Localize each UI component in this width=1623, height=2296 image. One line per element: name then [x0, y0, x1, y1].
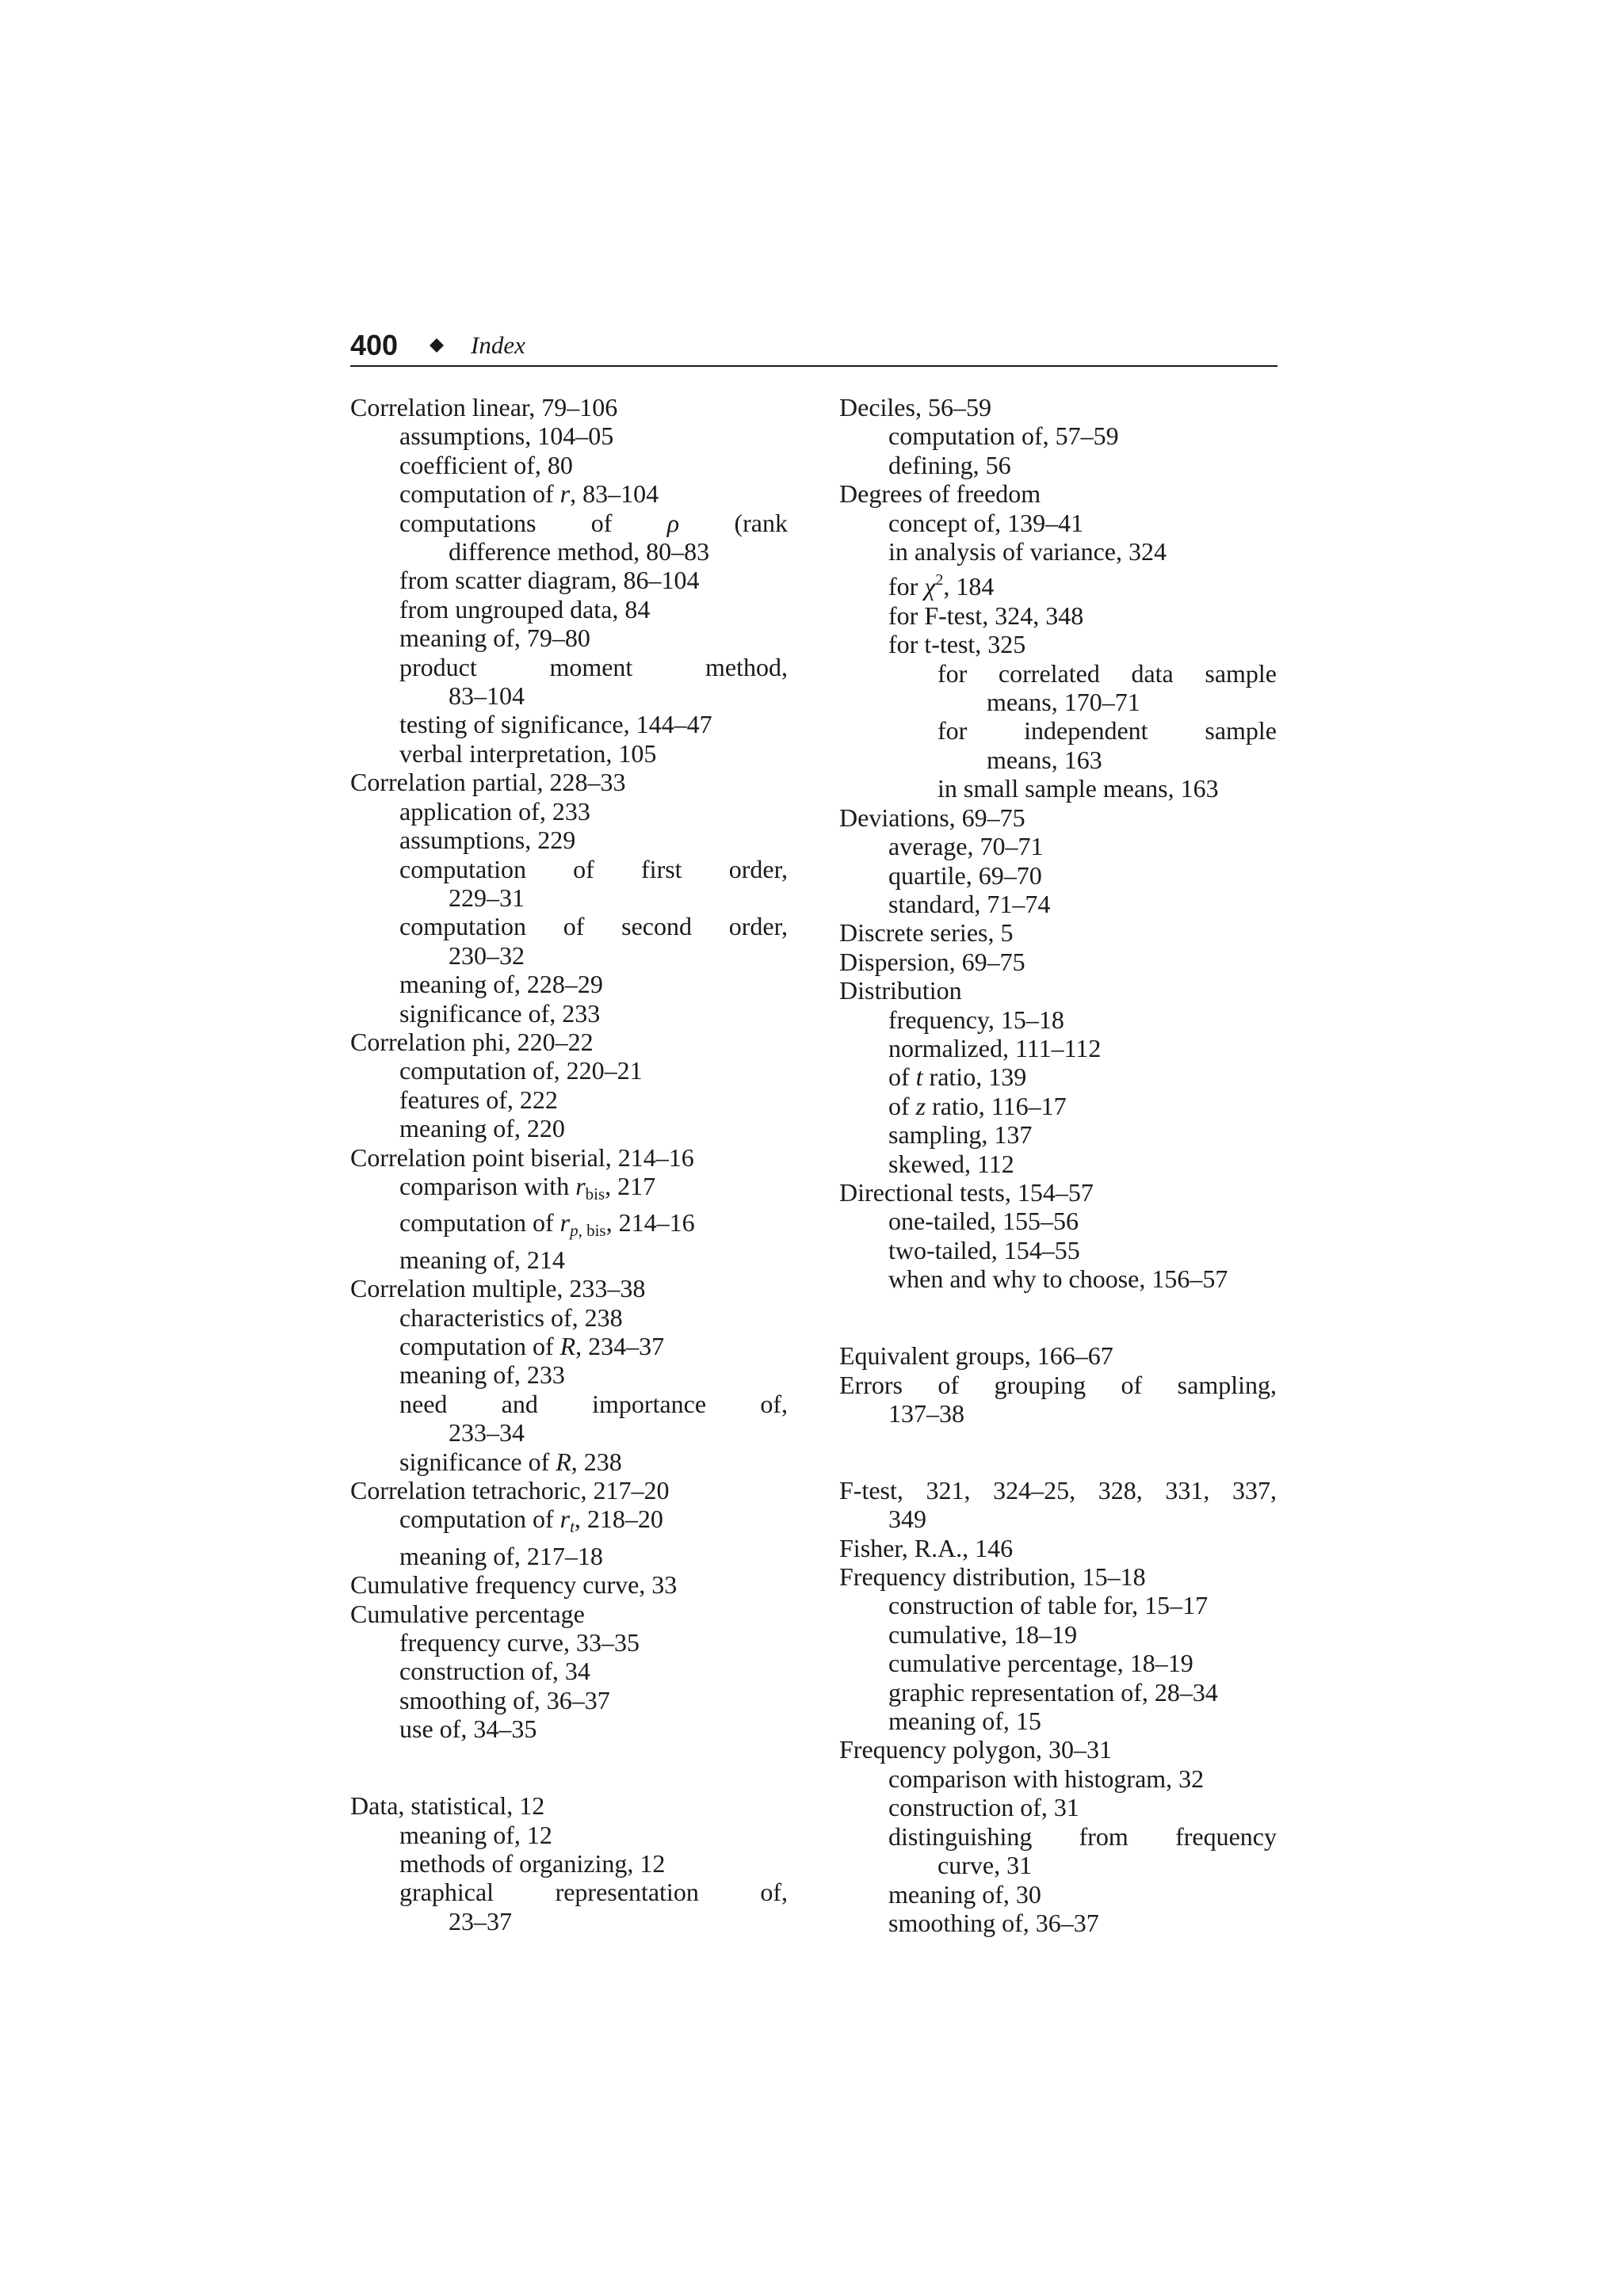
- index-entry: Correlation linear, 79–106: [350, 393, 618, 421]
- index-subentry: for F-test, 324, 348: [888, 601, 1084, 630]
- index-subentry: computation of second order,: [399, 912, 788, 941]
- index-entry: Correlation partial, 228–33: [350, 768, 626, 797]
- index-subentry: skewed, 112: [888, 1149, 1014, 1178]
- index-subentry: frequency, 15–18: [888, 1005, 1064, 1034]
- index-subentry: computation of $r_t$, 218–20: [399, 1505, 663, 1537]
- index-subentry: in analysis of variance, 324: [888, 537, 1167, 566]
- index-entry: Correlation multiple, 233–38: [350, 1274, 646, 1303]
- index-subentry: application of, 233: [399, 796, 590, 826]
- letter-group-gap: [350, 1744, 788, 1792]
- index-entry: Dispersion, 69–75: [839, 947, 1025, 976]
- index-subentry: meaning of, 79–80: [399, 624, 590, 653]
- diamond-icon: [430, 338, 444, 353]
- index-subentry: meaning of, 12: [399, 1820, 552, 1849]
- index-subentry: meaning of, 15: [888, 1707, 1041, 1736]
- index-entry: Distribution: [839, 976, 962, 1005]
- index-entry: Errors of grouping of sampling,: [839, 1370, 1277, 1399]
- index-subentry: characteristics of, 238: [399, 1302, 623, 1332]
- index-subentry: graphic representation of, 28–34: [888, 1677, 1218, 1707]
- index-subentry: in small sample means, 163: [938, 774, 1219, 803]
- index-subentry: quartile, 69–70: [888, 860, 1042, 890]
- page-number: 400: [350, 329, 399, 361]
- index-subentry: computation of R, 234–37: [399, 1332, 665, 1360]
- index-entry: Cumulative frequency curve, 33: [350, 1570, 678, 1600]
- index-subentry: of t ratio, 139: [888, 1062, 1027, 1092]
- index-entry: Deciles, 56–59: [839, 393, 991, 421]
- index-subentry: features of, 222: [399, 1085, 558, 1114]
- letter-group-gap: [839, 1428, 1277, 1476]
- index-subentry-continued: curve, 31: [938, 1851, 1033, 1880]
- index-subentry: two-tailed, 154–55: [888, 1235, 1080, 1264]
- index-subentry: graphical representation of,: [399, 1878, 788, 1907]
- index-subentry: computation of r, 83–104: [399, 479, 659, 509]
- index-subentry: product moment method,: [399, 652, 788, 681]
- index-subentry: for correlated data sample: [938, 658, 1277, 688]
- index-subentry: from ungrouped data, 84: [399, 594, 651, 624]
- index-subentry: computations of ρ (rank: [399, 508, 789, 537]
- index-subentry: coefficient of, 80: [399, 450, 573, 479]
- index-subentry: for $\chi^2$, 184: [888, 571, 995, 601]
- index-subentry: assumptions, 104–05: [399, 421, 614, 451]
- index-entry: Data, statistical, 12: [350, 1791, 545, 1821]
- index-subentry: need and importance of,: [399, 1389, 788, 1418]
- index-entry: Discrete series, 5: [839, 918, 1014, 948]
- index-subentry: computation of $r_{p, bis}$, 214–16: [399, 1208, 695, 1241]
- index-subentry: for t-test, 325: [888, 630, 1026, 659]
- index-subentry: normalized, 111–112: [888, 1033, 1102, 1062]
- index-subentry: construction of, 34: [399, 1657, 590, 1686]
- index-subentry-continued: means, 163: [987, 745, 1102, 774]
- index-subentry-continued: 229–31: [449, 883, 525, 912]
- index-subentry: testing of significance, 144–47: [399, 710, 712, 739]
- index-subentry: significance of, 233: [399, 998, 601, 1028]
- index-subentry: meaning of, 217–18: [399, 1541, 603, 1570]
- page-header: [350, 328, 1277, 363]
- index-subentry: significance of R, 238: [399, 1447, 622, 1476]
- index-subentry: defining, 56: [888, 450, 1011, 479]
- index-subentry-continued: 230–32: [449, 940, 525, 970]
- index-entry: Directional tests, 154–57: [839, 1177, 1094, 1207]
- index-entry: Correlation point biserial, 214–16: [350, 1142, 694, 1172]
- index-subentry: smoothing of, 36–37: [888, 1908, 1099, 1937]
- letter-group-gap: [839, 1294, 1277, 1342]
- index-subentry: computation of, 57–59: [888, 421, 1119, 451]
- index-subentry: assumptions, 229: [399, 826, 576, 855]
- index-subentry-continued: 233–34: [449, 1418, 525, 1447]
- index-subentry: sampling, 137: [888, 1120, 1033, 1150]
- index-subentry: of z ratio, 116–17: [888, 1091, 1067, 1120]
- index-subentry: concept of, 139–41: [888, 508, 1084, 537]
- index-subentry-continued: means, 170–71: [987, 688, 1140, 717]
- index-subentry: construction of, 31: [888, 1793, 1079, 1822]
- index-subentry: average, 70–71: [888, 832, 1044, 861]
- index-entry: Frequency polygon, 30–31: [839, 1735, 1112, 1764]
- index-subentry: use of, 34–35: [399, 1714, 537, 1744]
- index-entry: F-test, 321, 324–25, 328, 331, 337,: [839, 1475, 1277, 1505]
- index-subentry-continued: difference method, 80–83: [449, 537, 710, 566]
- index-column-right: [839, 393, 1277, 1937]
- index-entry-continued: 349: [888, 1505, 926, 1534]
- index-subentry: meaning of, 233: [399, 1360, 565, 1390]
- index-subentry: smoothing of, 36–37: [399, 1685, 610, 1714]
- index-subentry: one-tailed, 155–56: [888, 1207, 1079, 1236]
- index-subentry: meaning of, 220: [399, 1114, 565, 1143]
- index-subentry: standard, 71–74: [888, 889, 1051, 918]
- index-subentry: computation of, 220–21: [399, 1056, 643, 1085]
- index-subentry: comparison with $r_{bis}$, 217: [399, 1171, 656, 1203]
- index-entry: Fisher, R.A., 146: [839, 1533, 1014, 1562]
- index-subentry-continued: 83–104: [449, 681, 525, 711]
- header-rule: [350, 365, 1277, 367]
- index-subentry: meaning of, 228–29: [399, 970, 603, 999]
- index-entry: Deviations, 69–75: [839, 803, 1025, 832]
- index-subentry: frequency curve, 33–35: [399, 1628, 640, 1657]
- index-subentry-continued: 23–37: [449, 1906, 512, 1936]
- index-entry-continued: 137–38: [888, 1398, 964, 1428]
- index-entry: Frequency distribution, 15–18: [839, 1562, 1146, 1592]
- index-entry: Correlation tetrachoric, 217–20: [350, 1476, 670, 1505]
- index-subentry: cumulative, 18–19: [888, 1619, 1078, 1649]
- index-subentry: from scatter diagram, 86–104: [399, 566, 700, 595]
- index-subentry: construction of table for, 15–17: [888, 1591, 1209, 1620]
- index-subentry: computation of first order,: [399, 854, 788, 883]
- index-entry: Cumulative percentage: [350, 1599, 585, 1628]
- index-subentry: cumulative percentage, 18–19: [888, 1649, 1193, 1678]
- index-entry: Degrees of freedom: [839, 479, 1041, 509]
- index-subentry: methods of organizing, 12: [399, 1849, 666, 1878]
- index-subentry: when and why to choose, 156–57: [888, 1264, 1228, 1294]
- running-head: Index: [471, 331, 525, 359]
- index-entry: Equivalent groups, 166–67: [839, 1341, 1113, 1371]
- index-subentry: verbal interpretation, 105: [399, 738, 657, 768]
- index-column-left: [350, 393, 788, 1936]
- index-subentry: meaning of, 214: [399, 1245, 565, 1274]
- index-subentry: distinguishing from frequency: [888, 1821, 1277, 1851]
- index-subentry: meaning of, 30: [888, 1879, 1041, 1909]
- index-subentry: comparison with histogram, 32: [888, 1764, 1205, 1793]
- index-subentry: for independent sample: [938, 716, 1277, 746]
- index-entry: Correlation phi, 220–22: [350, 1027, 594, 1056]
